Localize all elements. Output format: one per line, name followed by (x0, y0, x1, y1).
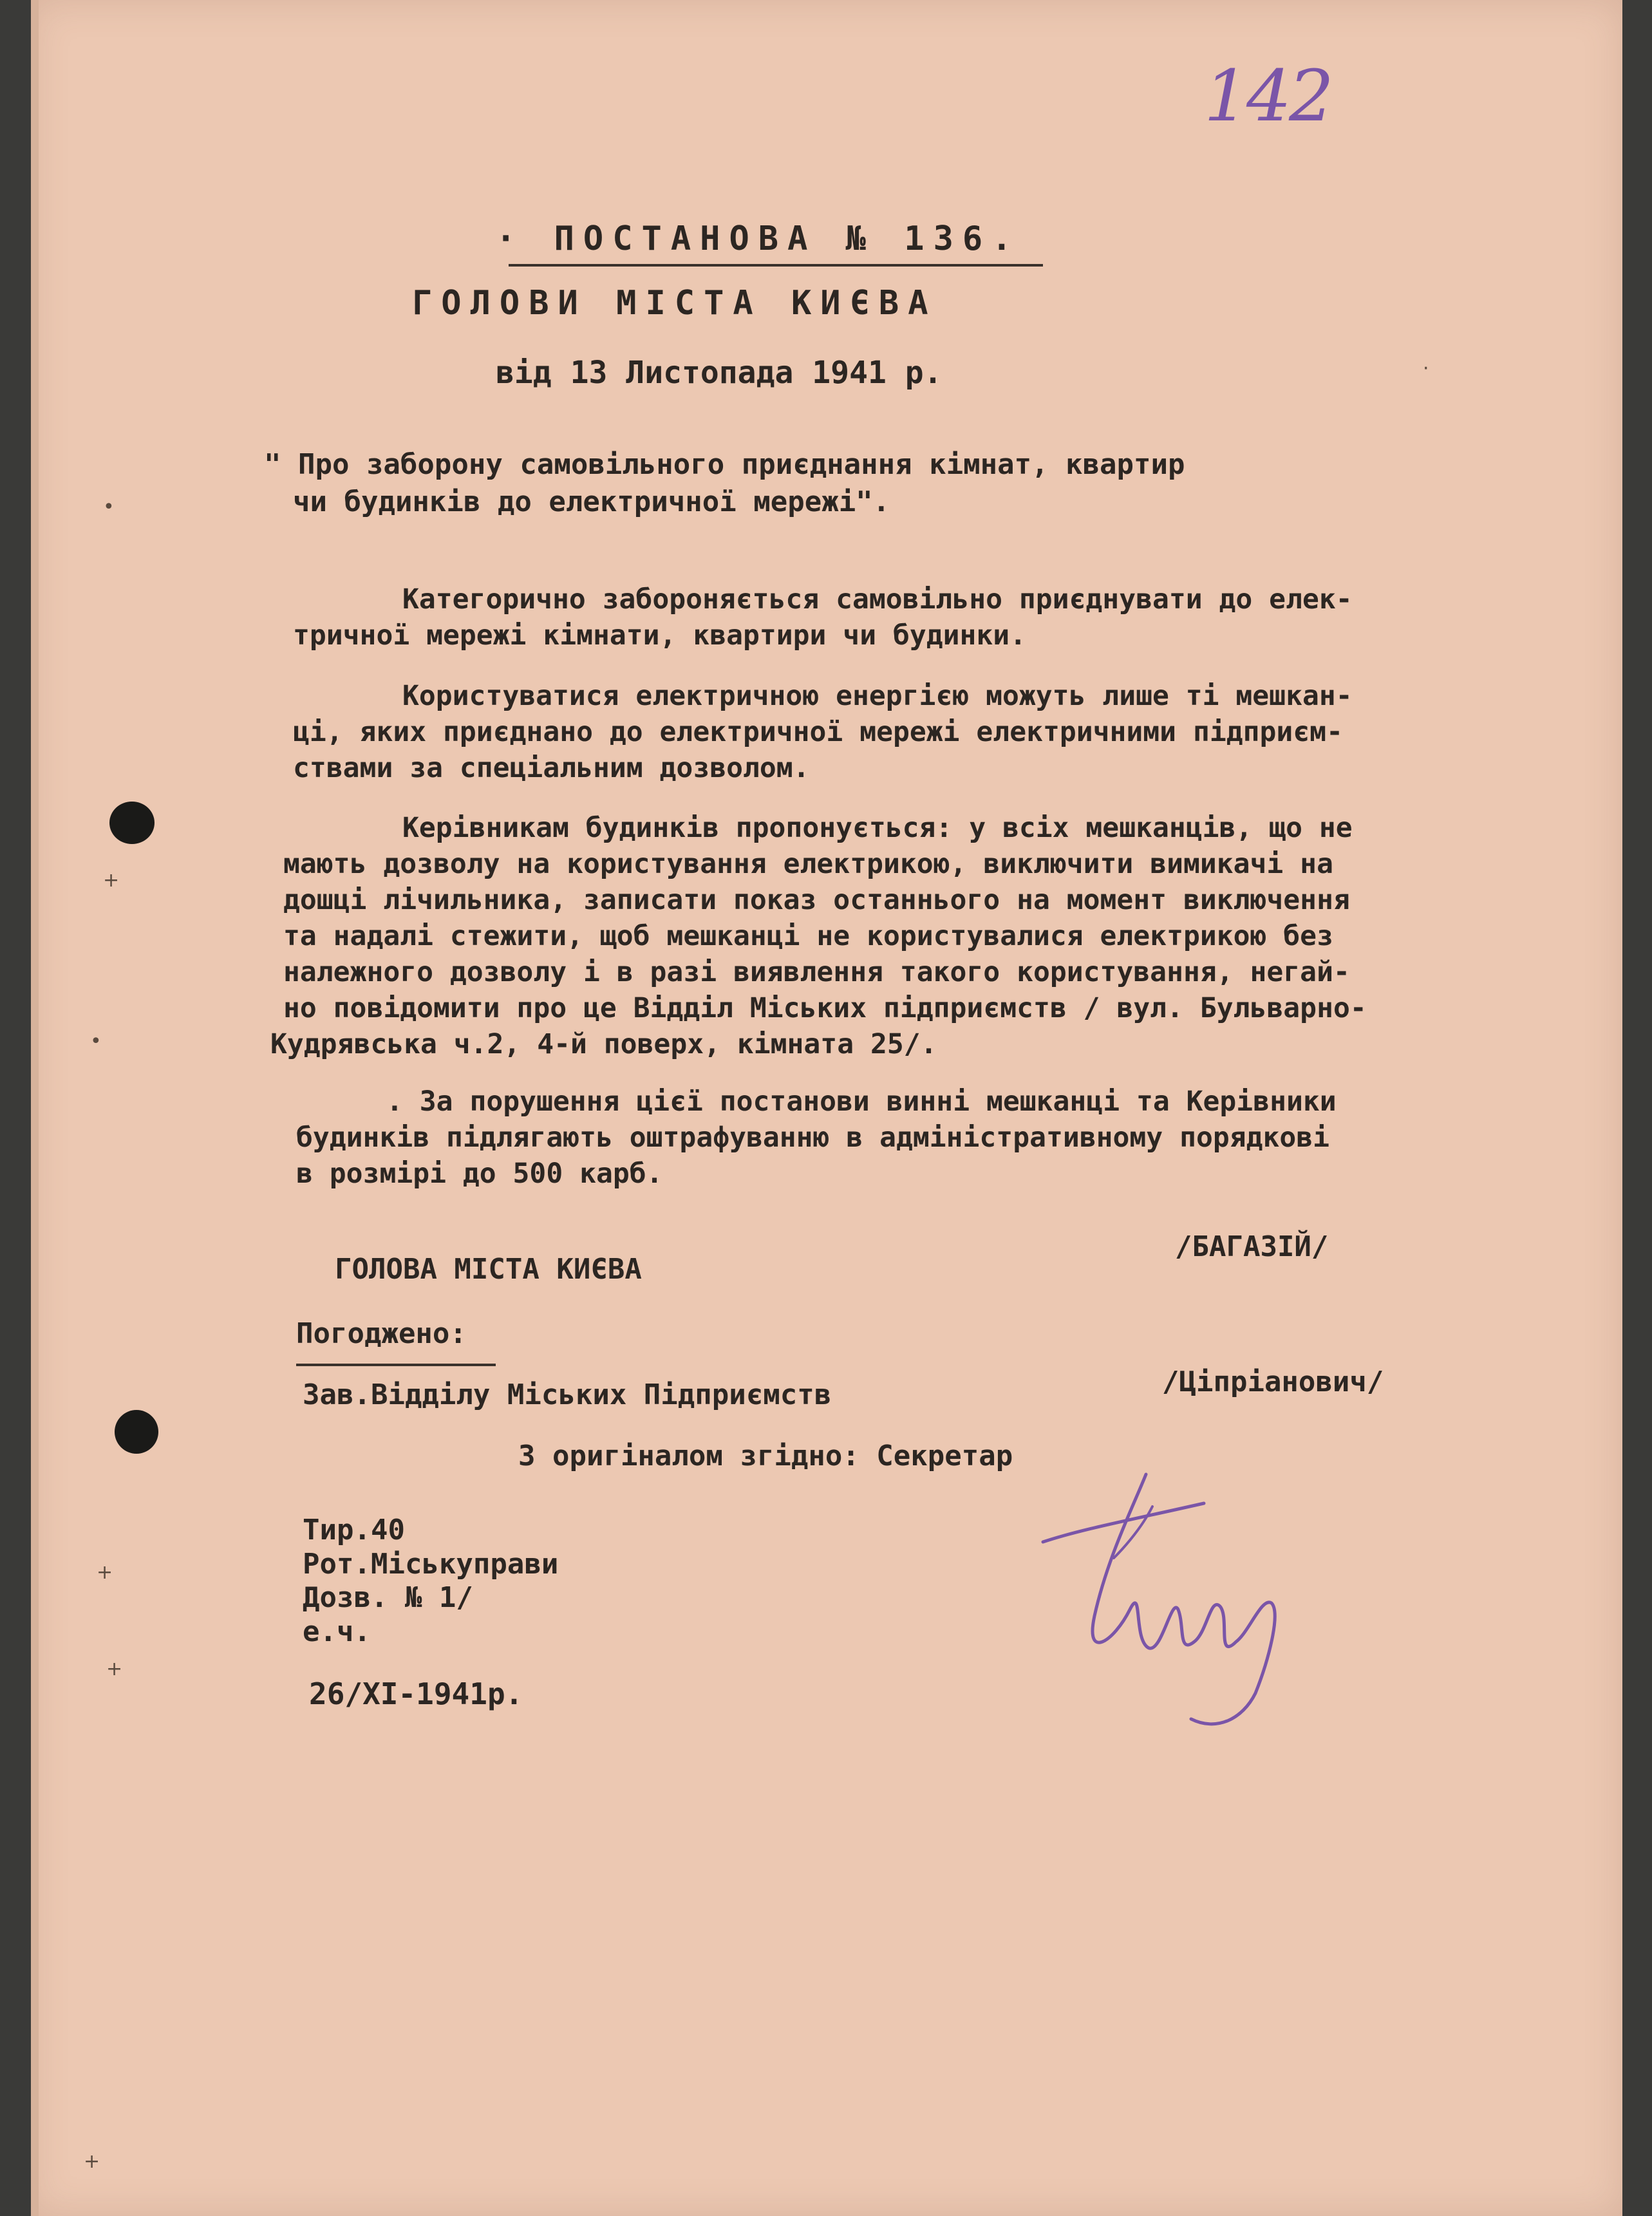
print-info-line: е.ч. (303, 1615, 371, 1648)
paragraph-line: Кудрявська ч.2, 4-й поверх, кімната 25/. (270, 1028, 937, 1060)
subject-line: " Про заборону самовільного приєднання кімнат, квартир (264, 448, 1185, 481)
department-head-name: /Ціпріанович/ (1162, 1366, 1384, 1398)
paragraph-line: но повідомити про це Відділ Міських підприємств / вул. Бульварно- (283, 992, 1367, 1024)
margin-mark: + (106, 1658, 123, 1680)
subject-line: чи будинків до електричної мережі". (293, 485, 890, 518)
document-subtitle: ГОЛОВИ МІСТА КИЄВА (412, 284, 937, 323)
paragraph-line: будинків підлягають оштрафуванню в адміністративному порядкові (296, 1122, 1330, 1154)
title-underline (509, 264, 1043, 267)
paragraph-line: Користуватися електричною енергією можуть лише ті мешкан- (402, 680, 1353, 712)
binder-hole (115, 1410, 158, 1454)
margin-mark: • (90, 1030, 102, 1053)
margin-mark: + (84, 2150, 100, 2173)
paragraph-line: в розмірі до 500 карб. (296, 1158, 663, 1190)
paragraph-line: ствами за спеціальним дозволом. (293, 752, 810, 784)
paragraph-line: та надалі стежити, щоб мешканці не користувалися електрикою без (283, 920, 1333, 952)
agreed-underline (296, 1364, 496, 1366)
print-info-line: Рот.Міськуправи (303, 1548, 559, 1581)
binder-hole (109, 802, 155, 844)
margin-mark: + (97, 1561, 113, 1584)
print-info-line: Дозв. № 1/ (303, 1581, 473, 1614)
paragraph-line: ці, яких приєднано до електричної мережі електричними підприєм- (293, 716, 1343, 748)
paragraph-line: . За порушення цієї постанови винні мешканці та Керівники (386, 1085, 1337, 1118)
margin-mark: + (103, 869, 120, 892)
print-date: 26/XI-1941р. (309, 1676, 523, 1711)
secretary-signature (1024, 1449, 1320, 1745)
margin-mark: • (103, 496, 115, 518)
document-date: від 13 Листопада 1941 р. (496, 355, 943, 391)
print-info-line: Тир.40 (303, 1514, 405, 1546)
agreed-label: Погоджено: (296, 1317, 467, 1350)
document-title: · ПОСТАНОВА № 136. (496, 220, 1021, 258)
signatory-name: /БАГАЗІЙ/ (1175, 1230, 1329, 1263)
page-edge (31, 0, 39, 2216)
paragraph-line: тричної мережі кімнати, квартири чи будинки. (293, 619, 1027, 652)
paragraph-line: дошці лічильника, записати показ останнього на момент виключення (283, 884, 1350, 916)
department-head-title: Зав.Відділу Міських Підприємств (303, 1378, 832, 1411)
paragraph-line: Категорично забороняється самовільно приєднувати до елек- (402, 583, 1353, 615)
archive-page-number: 142 (1204, 55, 1331, 137)
signatory-title: ГОЛОВА МІСТА КИЄВА (335, 1253, 642, 1286)
paragraph-line: Керівникам будинків пропонується: у всіх мешканців, що не (402, 812, 1353, 844)
paragraph-line: мають дозволу на користування електрикою, виключити вимикачі на (283, 848, 1333, 880)
certification-line: З оригіналом згідно: Секретар (518, 1440, 1013, 1472)
margin-mark: · (1423, 357, 1429, 380)
paragraph-line: належного дозволу і в разі виявлення такого користування, негай- (283, 956, 1350, 988)
